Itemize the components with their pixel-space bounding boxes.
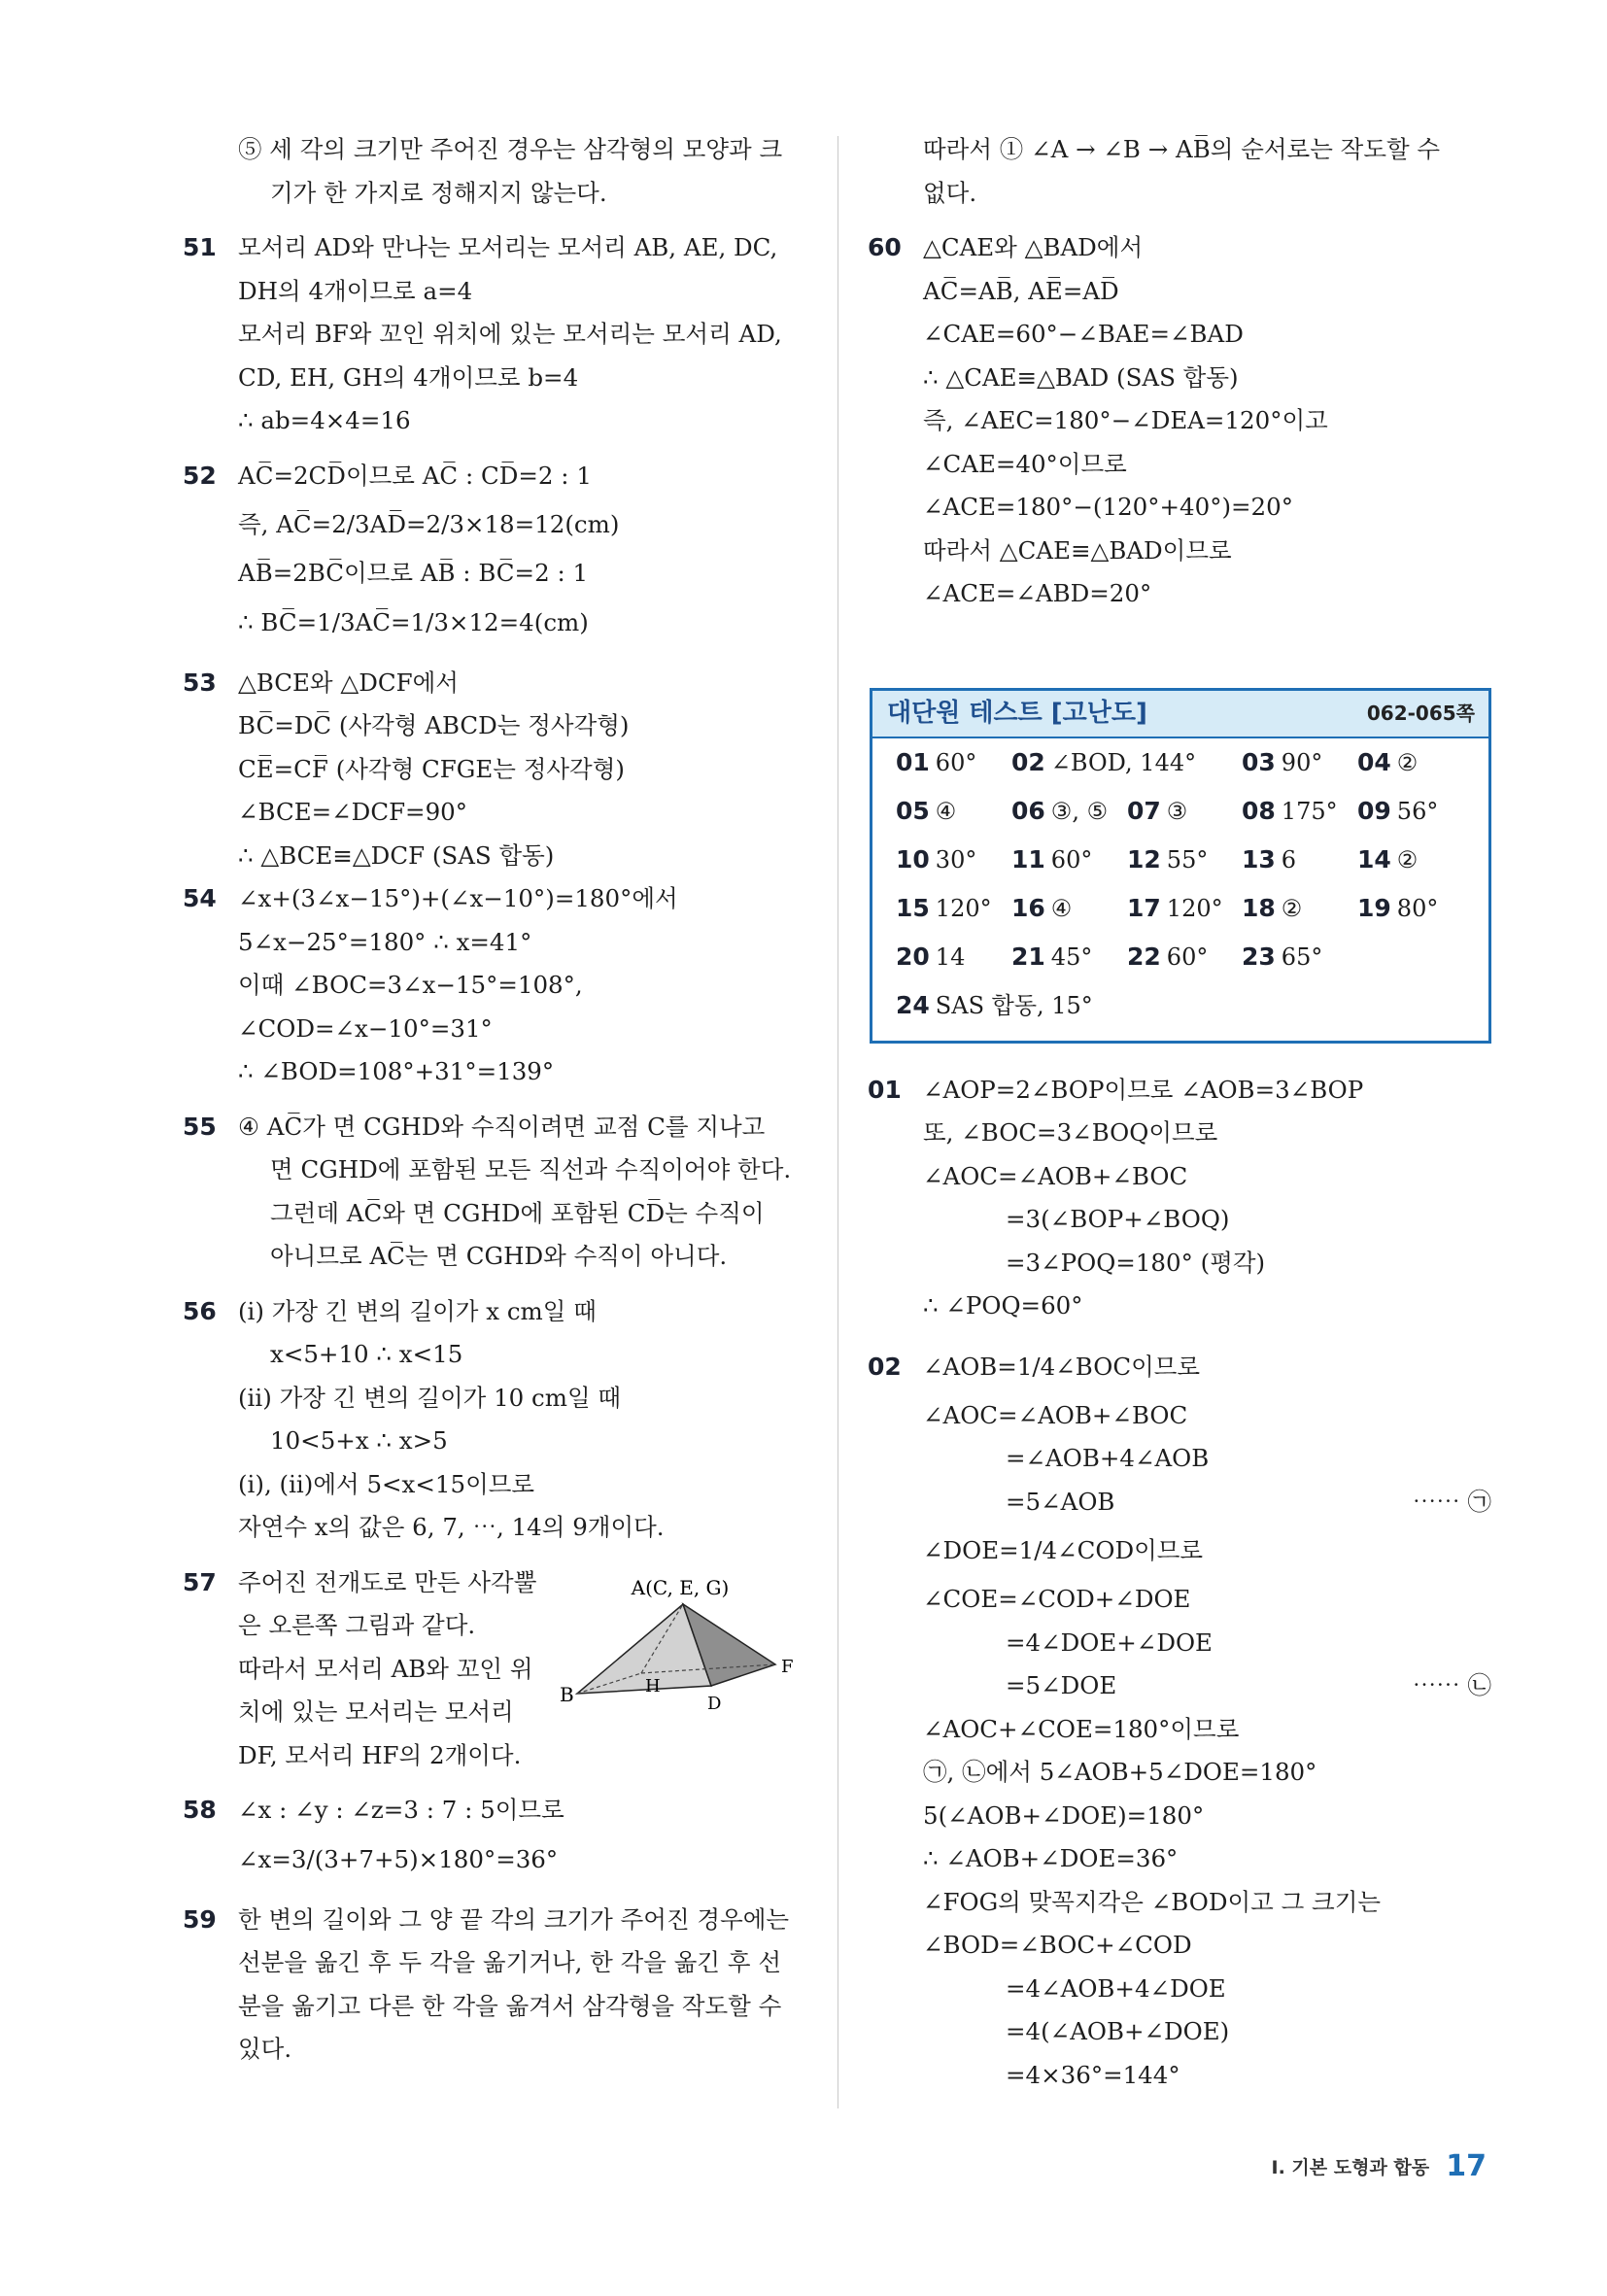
- problem-57: [185, 1561, 806, 1778]
- answer-item: 08 175°: [1242, 796, 1338, 825]
- unit-test-title: 대단원 테스트 [고난도]: [887, 698, 1147, 728]
- label-d: D: [707, 1693, 722, 1714]
- answer-row: [872, 738, 1488, 787]
- text-line: ∠CAE=60°−∠BAE=∠BAD: [923, 320, 1244, 348]
- problem-number: 57: [183, 1567, 217, 1596]
- solution-01: [870, 1069, 1491, 1328]
- text-line: ∠AOC=∠AOB+∠BOC: [923, 1161, 1188, 1190]
- text-line: =5∠AOB ⋯⋯ ㉠: [923, 1481, 1491, 1525]
- text-line: 분을 옮기고 다른 한 각을 옮겨서 삼각형을 작도할 수: [238, 1991, 782, 2020]
- text-line: 있다.: [238, 2035, 292, 2063]
- problem-53: [185, 662, 806, 878]
- answer-item: 02 ∠BOD, 144°: [1011, 747, 1197, 776]
- text-line: 선분을 옮긴 후 두 각을 옮기거나, 한 각을 옮긴 후 선: [238, 1948, 782, 1976]
- text-line: ∠CAE=40°이므로: [923, 449, 1127, 478]
- answer-item: 07 ③: [1127, 796, 1188, 825]
- answer-item: 18 ②: [1242, 893, 1303, 922]
- answer-item: 19 80°: [1357, 893, 1439, 922]
- solution-02: [870, 1340, 1491, 2098]
- answer-item: 24 SAS 합동, 15°: [896, 990, 1093, 1019]
- problem-number: 01: [868, 1075, 902, 1104]
- answer-row: [872, 933, 1488, 981]
- text-line: ∠BCE=∠DCF=90°: [238, 798, 468, 826]
- problem-number: 54: [183, 884, 217, 912]
- answer-item: 15 120°: [896, 893, 992, 922]
- page-footer: [1272, 2149, 1487, 2183]
- answer-item: 14 ②: [1357, 844, 1419, 874]
- answer-item: 20 14: [896, 942, 966, 971]
- text-line: =4∠DOE+∠DOE: [1006, 1628, 1213, 1657]
- answer-item: 12 55°: [1127, 844, 1209, 874]
- problem-58: [185, 1789, 806, 1887]
- text-line: 5(∠AOB+∠DOE)=180°: [923, 1800, 1205, 1830]
- text-line: ∠FOG의 맞꼭지각은 ∠BOD이고 그 크기는: [923, 1887, 1382, 1916]
- label-f: F: [781, 1656, 794, 1677]
- text-line: ∴ ∠BOD=108°+31°=139°: [238, 1057, 555, 1085]
- text-line: 자연수 x의 값은 6, 7, ⋯, 14의 9개이다.: [238, 1513, 665, 1541]
- text-line: =3(∠BOP+∠BOQ): [1006, 1205, 1230, 1233]
- answer-item: 11 60°: [1011, 844, 1093, 874]
- text-line: 이때 ∠BOC=3∠x−15°=108°,: [238, 971, 583, 999]
- problem-number: 58: [183, 1796, 217, 1824]
- text-line: ∴ ∠AOB+∠DOE=36°: [923, 1844, 1179, 1872]
- answer-item: 16 ④: [1011, 893, 1073, 922]
- text-line: 면 CGHD에 포함된 모든 직선과 수직이어야 한다.: [270, 1155, 792, 1183]
- text-line: =3∠POQ=180° (평각): [1006, 1248, 1266, 1277]
- text-line: ∠x=3/(3+7+5)×180°=36°: [238, 1844, 559, 1873]
- answer-item: 23 65°: [1242, 942, 1323, 971]
- text-line: ④ AC̅가 면 CGHD와 수직이려면 교점 C를 지나고: [238, 1112, 766, 1141]
- text-line: ∠AOB=1/4∠BOC이므로: [923, 1352, 1201, 1381]
- text-line: (i) 가장 긴 변의 길이가 x cm일 때: [238, 1296, 597, 1325]
- right-column: [870, 128, 1491, 2097]
- left-column: [185, 128, 806, 2072]
- text-line: ∠BOD=∠BOC+∠COD: [923, 1931, 1192, 1959]
- label-b: B: [560, 1682, 574, 1706]
- problem-56: [185, 1290, 806, 1550]
- text-line: 또, ∠BOC=3∠BOQ이므로: [923, 1118, 1218, 1147]
- answer-item: 21 45°: [1011, 942, 1093, 971]
- text-line: 치에 있는 모서리는 모서리: [238, 1697, 514, 1726]
- unit-test-pages: 062-065쪽: [1366, 701, 1475, 725]
- text-line: ∠AOC=∠AOB+∠BOC: [923, 1400, 1188, 1429]
- text-line: △CAE와 △BAD에서: [923, 233, 1144, 261]
- page-number: 17: [1446, 2149, 1487, 2183]
- text-line: =5∠DOE ⋯⋯ ㉡: [923, 1664, 1491, 1708]
- unit-test-header: [872, 691, 1488, 738]
- text-line: (i), (ii)에서 5<x<15이므로: [238, 1469, 535, 1498]
- answer-item: 17 120°: [1127, 893, 1223, 922]
- answer-item: 09 56°: [1357, 796, 1439, 825]
- problem-60: [870, 226, 1491, 616]
- intro-choice-5: [185, 128, 806, 215]
- text-line: ∴ ∠POQ=60°: [923, 1291, 1083, 1319]
- problem-59: [185, 1899, 806, 2072]
- text-line: ㉠, ㉡에서 5∠AOB+5∠DOE=180°: [923, 1758, 1317, 1786]
- text-line: 한 변의 길이와 그 양 끝 각의 크기가 주어진 경우에는: [238, 1904, 790, 1934]
- text-line: =∠AOB+4∠AOB: [1006, 1444, 1210, 1472]
- text-line: ∠x : ∠y : ∠z=3 : 7 : 5이므로: [238, 1796, 564, 1824]
- answer-item: 05 ④: [896, 796, 957, 825]
- text-line: 그런데 AC̅와 면 CGHD에 포함된 CD̅는 수직이: [270, 1198, 765, 1227]
- problem-number: 52: [183, 461, 217, 490]
- label-h: H: [645, 1675, 661, 1696]
- text-line: 없다.: [923, 178, 977, 207]
- text-line: 즉, ∠AEC=180°−∠DEA=120°이고: [923, 406, 1328, 434]
- text-line: AC̅=2CD̅이므로 AC̅ : CD̅=2 : 1: [238, 461, 592, 490]
- text-line: ∴ △BCE≡△DCF (SAS 합동): [238, 840, 555, 870]
- problem-52: [185, 455, 806, 650]
- text-line: ∠ACE=∠ABD=20°: [923, 579, 1152, 607]
- text-line: ∴ △CAE≡△BAD (SAS 합동): [923, 362, 1239, 392]
- problem-number: 55: [183, 1112, 217, 1141]
- problem-number: 60: [868, 233, 902, 261]
- answer-row: [872, 836, 1488, 884]
- problem-number: 02: [868, 1352, 902, 1381]
- text-line: 모서리 BF와 꼬인 위치에 있는 모서리는 모서리 AD,: [238, 320, 782, 348]
- text-line: AC̅=AB̅, AE̅=AD̅: [923, 276, 1119, 305]
- text-line: 모서리 AD와 만나는 모서리는 모서리 AB, AE, DC,: [238, 233, 778, 261]
- text-line: ∠DOE=1/4∠COD이므로: [923, 1536, 1204, 1564]
- intro-conclusion: [870, 128, 1491, 215]
- text-line: 따라서 △CAE≡△BAD이므로: [923, 535, 1232, 565]
- text-line: =4×36°=144°: [1006, 2060, 1180, 2089]
- text-line: =4(∠AOB+∠DOE): [1006, 2017, 1230, 2045]
- text-line: ∴ ab=4×4=16: [238, 406, 411, 434]
- problem-54: [185, 877, 806, 1094]
- text-line: ∠COD=∠x−10°=31°: [238, 1013, 493, 1043]
- text-line: ∠x+(3∠x−15°)+(∠x−10°)=180°에서: [238, 884, 678, 912]
- answer-item: 03 90°: [1242, 747, 1323, 776]
- problem-number: 51: [183, 233, 217, 261]
- problem-number: 53: [183, 668, 217, 697]
- answer-row: [872, 981, 1488, 1030]
- text-line: ∠AOP=2∠BOP이므로 ∠AOB=3∠BOP: [923, 1075, 1364, 1104]
- text-line: CE̅=CF̅ (사각형 CFGE는 정사각형): [238, 754, 625, 783]
- text-line: CD, EH, GH의 4개이므로 b=4: [238, 362, 579, 392]
- text-line: 5∠x−25°=180° ∴ x=41°: [238, 927, 532, 956]
- answer-row: [872, 884, 1488, 933]
- problem-51: [185, 226, 806, 443]
- text-line: DF, 모서리 HF의 2개이다.: [238, 1740, 522, 1769]
- text-line: =4∠AOB+4∠DOE: [1006, 1973, 1226, 2003]
- problem-55: [185, 1106, 806, 1279]
- problem-number: 56: [183, 1296, 217, 1325]
- text-line: 은 오른쪽 그림과 같다.: [238, 1611, 476, 1639]
- answer-item: 13 6: [1242, 844, 1297, 874]
- text-line: DH의 4개이므로 a=4: [238, 276, 473, 305]
- answer-item: 04 ②: [1357, 747, 1419, 776]
- problem-number: 59: [183, 1904, 217, 1934]
- text-line: ∴ BC̅=1/3AC̅=1/3×12=4(cm): [238, 607, 589, 636]
- answer-item: 22 60°: [1127, 942, 1209, 971]
- pyramid-figure: [560, 1571, 806, 1727]
- text-line: 주어진 전개도로 만든 사각뿔: [238, 1567, 537, 1596]
- chapter-title: I. 기본 도형과 합동: [1271, 2157, 1430, 2178]
- text-line: (ii) 가장 긴 변의 길이가 10 cm일 때: [238, 1383, 622, 1412]
- text-line: x<5+10 ∴ x<15: [270, 1340, 463, 1368]
- text-line: ∠ACE=180°−(120°+40°)=20°: [923, 493, 1293, 521]
- answer-item: 01 60°: [896, 747, 977, 776]
- equation-mark-1: ⋯⋯ ㉠: [1412, 1487, 1491, 1516]
- text-line: ∠AOC+∠COE=180°이므로: [923, 1714, 1240, 1743]
- answer-item: 06 ③, ⑤: [1011, 796, 1109, 825]
- unit-test-answer-box: [870, 688, 1491, 1044]
- text-line: 따라서 모서리 AB와 꼬인 위: [238, 1654, 533, 1683]
- label-apex: A(C, E, G): [631, 1575, 730, 1599]
- text-line: △BCE와 △DCF에서: [238, 668, 459, 697]
- text-line: ∠COE=∠COD+∠DOE: [923, 1585, 1191, 1613]
- text-line: 즉, AC̅=2/3AD̅=2/3×18=12(cm): [238, 510, 620, 538]
- text-line: BC̅=DC̅ (사각형 ABCD는 정사각형): [238, 711, 630, 739]
- equation-mark-2: ⋯⋯ ㉡: [1412, 1671, 1491, 1699]
- text-line: 기가 한 가지로 정해지지 않는다.: [270, 178, 607, 207]
- text-line: 아니므로 AC̅는 면 CGHD와 수직이 아니다.: [270, 1242, 728, 1270]
- text-line: 10<5+x ∴ x>5: [270, 1426, 448, 1455]
- text-line: ⑤ 세 각의 크기만 주어진 경우는 삼각형의 모양과 크: [238, 135, 783, 163]
- text-line: 따라서 ① ∠A → ∠B → AB̅의 순서로는 작도할 수: [923, 135, 1441, 163]
- answer-row: [872, 787, 1488, 836]
- answer-item: 10 30°: [896, 844, 977, 874]
- text-line: AB̅=2BC̅이므로 AB̅ : BC̅=2 : 1: [238, 559, 589, 587]
